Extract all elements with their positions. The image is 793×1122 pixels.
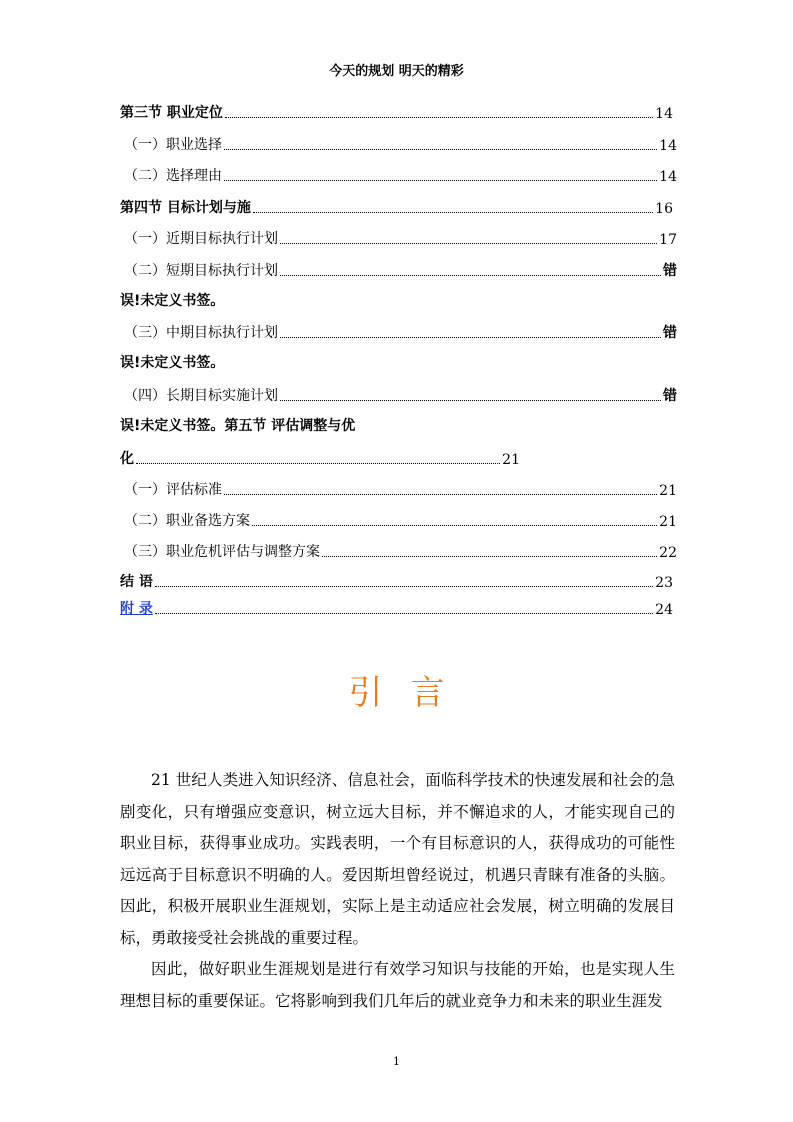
- toc-entry-title: 第三节 职业定位: [120, 105, 223, 121]
- toc-entry-page: 21: [659, 483, 677, 499]
- toc-error-text: 误!未定义书签。: [120, 355, 225, 371]
- toc-entry-section-5[interactable]: [120, 446, 520, 468]
- toc-entry-short-term[interactable]: [120, 258, 677, 280]
- toc-leader: [252, 524, 657, 526]
- toc-entry-title: （一）近期目标执行计划: [124, 231, 278, 247]
- toc-entry-title: 第四节 目标计划与施: [120, 200, 251, 216]
- toc-error-text: 误!未定义书签。第五节 评估调整与优: [120, 418, 356, 434]
- toc-entry-long-term[interactable]: [120, 383, 677, 405]
- toc-leader: [322, 555, 657, 557]
- toc-entry-page: 14: [655, 106, 673, 122]
- running-header: 今天的规划 明天的精彩: [329, 64, 464, 79]
- toc-leader: [155, 612, 653, 614]
- toc-entry-page: 错: [663, 325, 677, 341]
- toc-entry-page: 24: [655, 602, 673, 618]
- toc-entry-criteria[interactable]: [120, 477, 677, 499]
- toc-entry-career-choice[interactable]: [120, 132, 677, 154]
- toc-entry-title: 化: [120, 451, 134, 467]
- toc-leader: [280, 399, 661, 401]
- toc-entry-page: 14: [659, 169, 677, 185]
- toc-entry-title: （四）长期目标实施计划: [124, 388, 278, 404]
- toc-entry-title: （二）职业备选方案: [124, 513, 250, 529]
- toc-leader: [253, 211, 653, 213]
- toc-entry-appendix[interactable]: [120, 596, 673, 618]
- toc-entry-alternatives[interactable]: [120, 508, 677, 530]
- toc-leader: [225, 116, 653, 118]
- toc-entry-reasons[interactable]: [120, 163, 677, 185]
- toc-entry-mid-term[interactable]: [120, 320, 677, 342]
- toc-entry-page: 16: [655, 201, 673, 217]
- toc-entry-title: 结 语: [120, 574, 153, 590]
- toc-entry-page: 17: [659, 232, 677, 248]
- toc-leader: [224, 179, 657, 181]
- toc-entry-page: 错: [663, 388, 677, 404]
- toc-entry-title: （三）中期目标执行计划: [124, 325, 278, 341]
- body-text: [120, 765, 675, 1017]
- toc-leader: [136, 462, 500, 464]
- toc-entry-page: 21: [659, 514, 677, 530]
- toc-leader: [224, 493, 657, 495]
- toc-entry-page: 错: [663, 263, 677, 279]
- toc-entry-conclusion[interactable]: [120, 569, 673, 591]
- toc-entry-title: （一）评估标准: [124, 482, 222, 498]
- toc-entry-title: （一）职业选择: [124, 137, 222, 153]
- toc-leader: [280, 336, 661, 338]
- page-number: 1: [393, 1055, 400, 1068]
- toc-entry-crisis[interactable]: [120, 539, 677, 561]
- toc-entry-page: 23: [655, 575, 673, 591]
- toc-entry-page: 22: [659, 545, 677, 561]
- toc-leader: [155, 585, 653, 587]
- toc-leader: [280, 274, 661, 276]
- paragraph: 因此，做好职业生涯规划是进行有效学习知识与技能的开始，也是实现人生理想目标的重要保证。它将影响到我们几年后的就业竞争力和未来的职业生涯发: [120, 960, 675, 1010]
- toc-entry-page: 21: [502, 452, 520, 468]
- section-title: 引言: [348, 673, 473, 713]
- toc-entry-title: （三）职业危机评估与调整方案: [124, 544, 320, 560]
- toc-entry-title: （二）短期目标执行计划: [124, 263, 278, 279]
- toc-leader: [280, 242, 657, 244]
- toc-entry-near-term[interactable]: [120, 226, 677, 248]
- toc-leader: [224, 148, 657, 150]
- toc-error-text: 误!未定义书签。: [120, 293, 225, 309]
- toc-entry-page: 14: [659, 138, 677, 154]
- toc-entry-title: （二）选择理由: [124, 168, 222, 184]
- toc-entry-section-4[interactable]: [120, 195, 673, 217]
- paragraph: 21 世纪人类进入知识经济、信息社会，面临科学技术的快速发展和社会的急剧变化，只有增强应变意识，树立远大目标，并不懈追求的人，才能实现自己的职业目标，获得事业成功。实践表明，一个有目标意识的人，获得成功的可能性远远高于目标意识不明确的人。爱因斯坦曾经说过，机遇只青睐有准备的头脑。因此，积极开展职业生涯规划，实际上是主动适应社会发展，树立明确的发展目标，勇敢接受社会挑战的重要过程。: [120, 771, 675, 947]
- appendix-link[interactable]: 附 录: [120, 601, 153, 617]
- toc-entry-section-3[interactable]: [120, 100, 673, 122]
